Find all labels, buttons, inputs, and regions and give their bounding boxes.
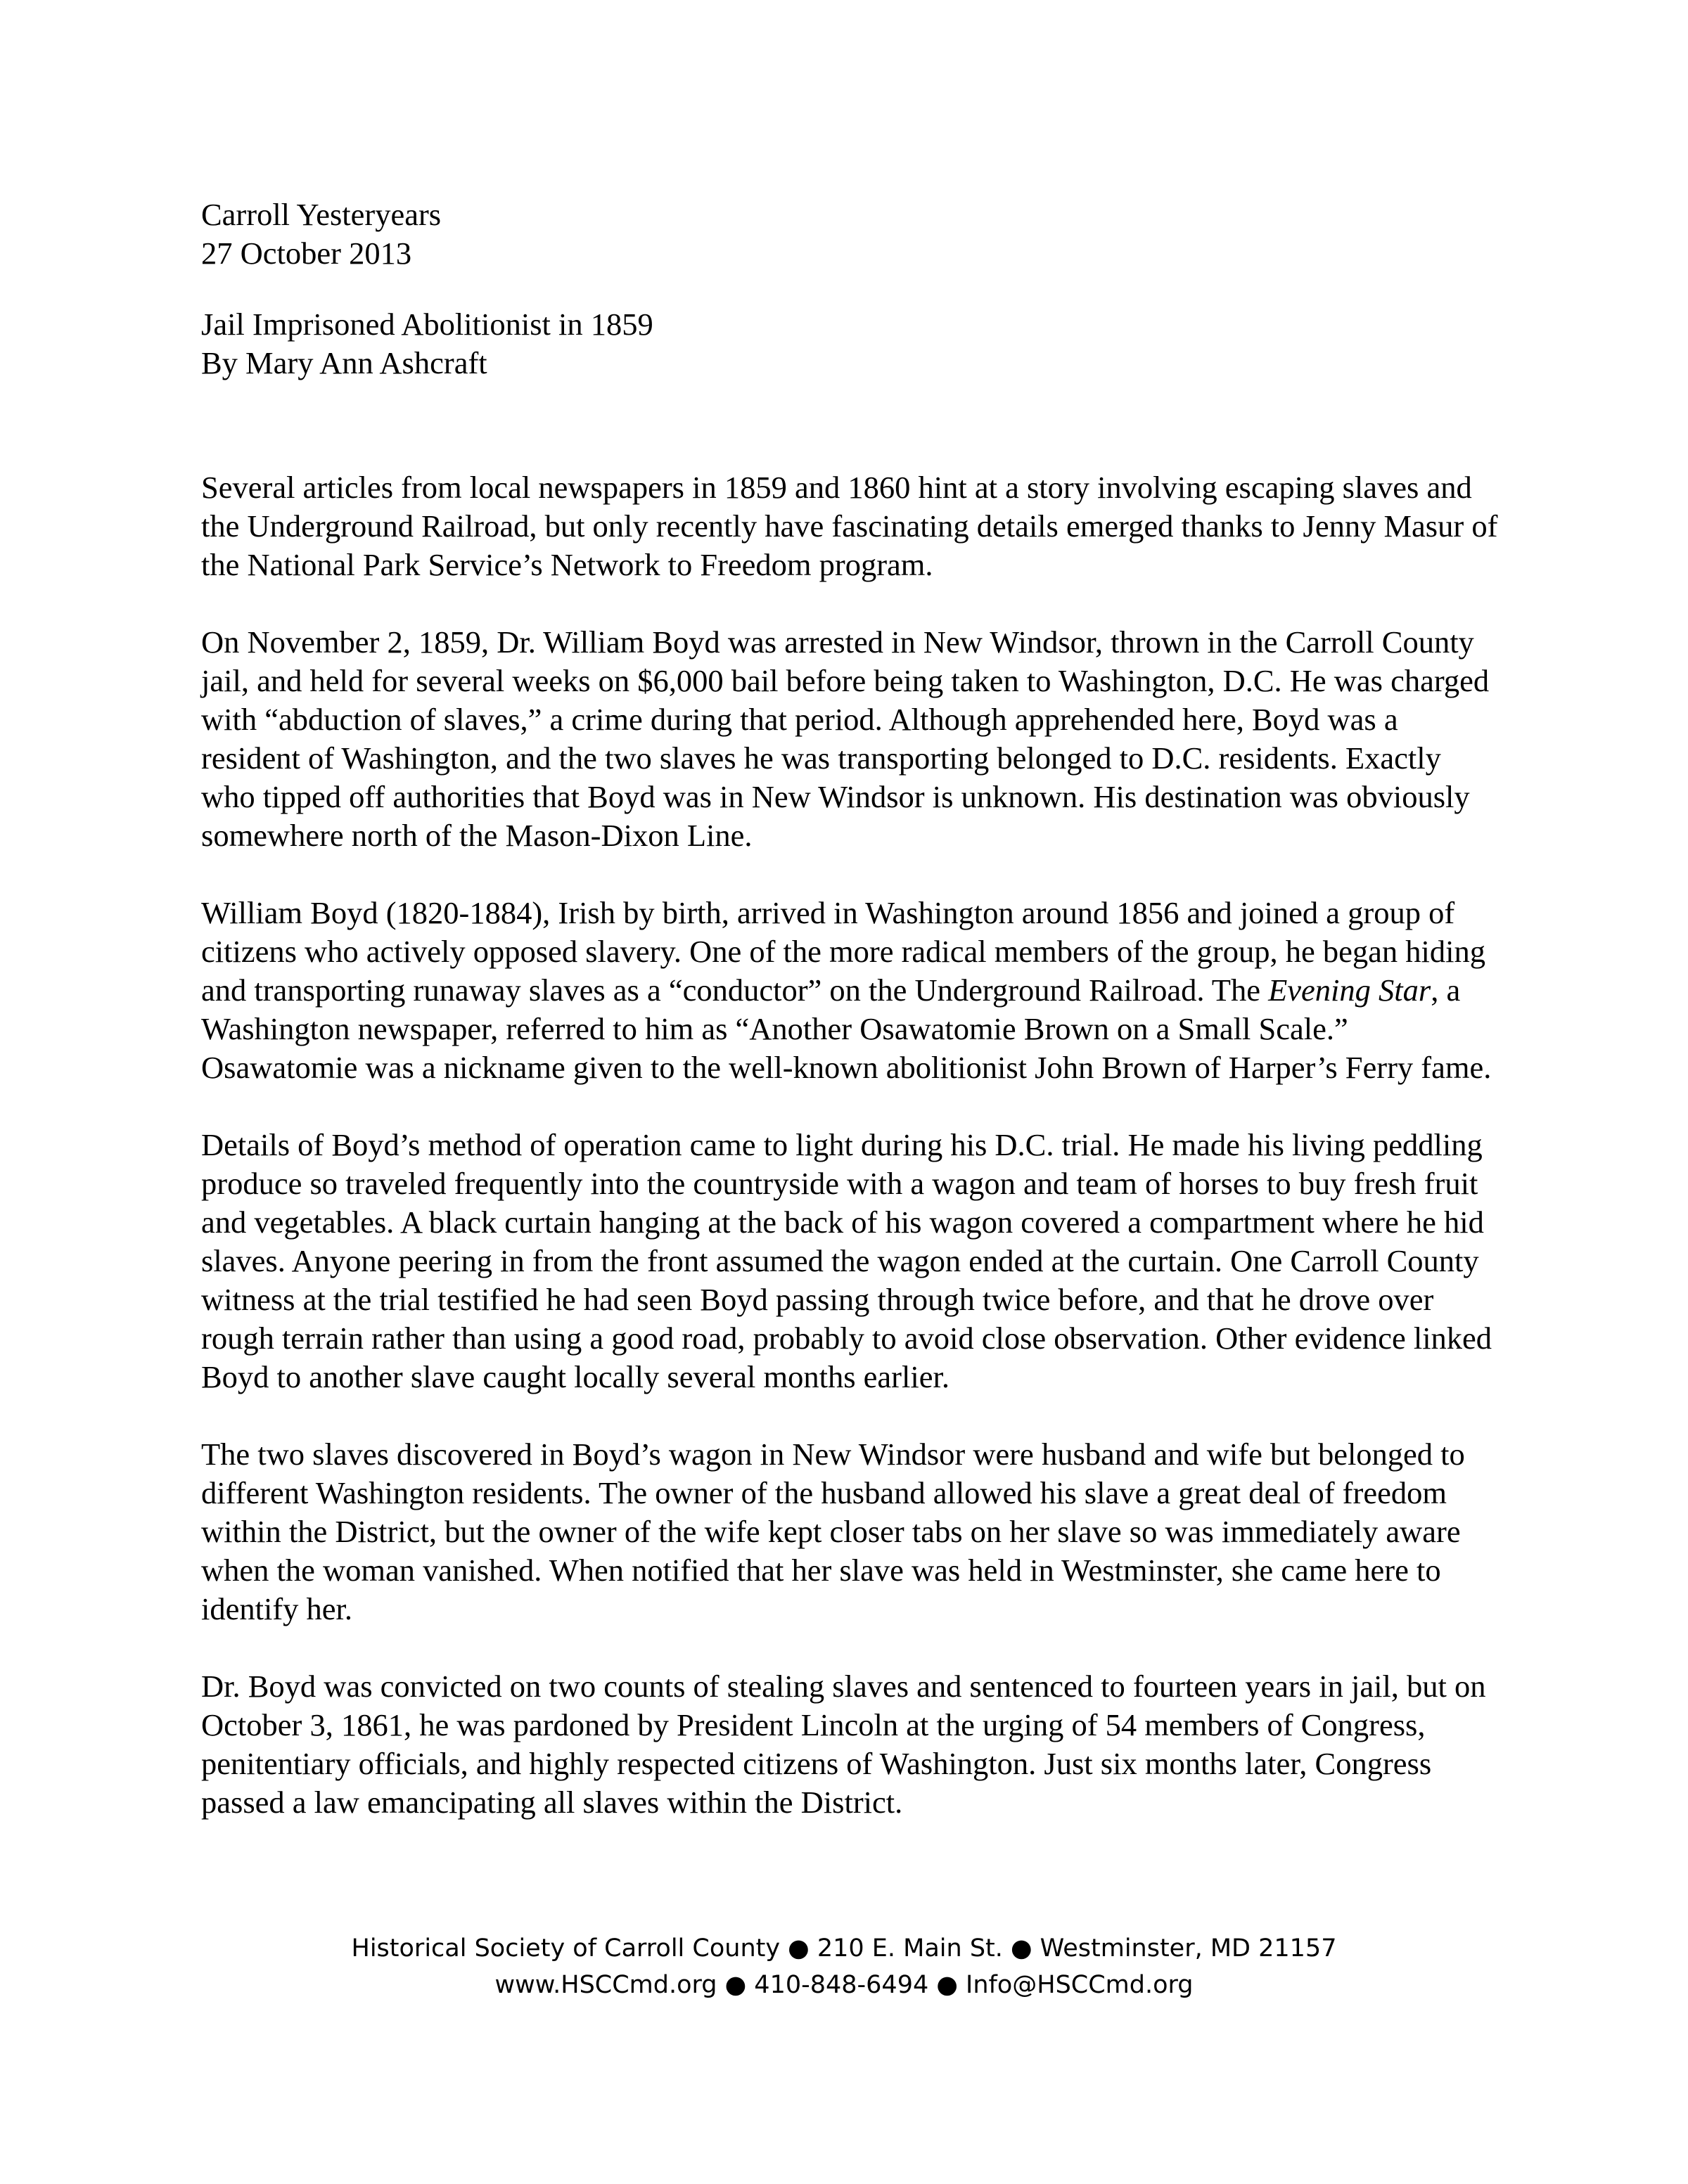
paragraph-3-part-1: William Boyd (1820-1884), Irish by birth, arrived in Washington around 1856 and joined a group of citizens who actively opposed slavery. One of the more radical members of the group, he began hiding and transporting runaway slaves as a “conductor” on the Underground Railroad. The	[201, 895, 1485, 1008]
byline: By Mary Ann Ashcraft	[201, 345, 487, 380]
paragraph-4: Details of Boyd’s method of operation came to light during his D.C. trial. He made his living peddling produce so traveled frequently into the countryside with a wagon and team of horses to buy fresh fruit and vegetables. A black curtain hanging at the back of his wagon covered a compartment where he hid slaves. Anyone peering in from the front assumed the wagon ended at the curtain. One Carroll County witness at the trial testified he had seen Boyd passing through twice before, and that he drove over rough terrain rather than using a good road, probably to avoid close observation. Other evidence linked Boyd to another slave caught locally several months earlier.	[201, 1127, 1492, 1394]
article-date: 27 October 2013	[201, 236, 412, 271]
paragraph-6: Dr. Boyd was convicted on two counts of stealing slaves and sentenced to fourteen years in jail, but on October 3, 1861, he was pardoned by President Lincoln at the urging of 54 members of Congress, penitentiary officials, and highly respected citizens of Washington. Just six months later, Congress passed a law emancipating all slaves within the District.	[201, 1669, 1486, 1820]
paragraph-1: Several articles from local newspapers in 1859 and 1860 hint at a story involving escaping slaves and the Underground Railroad, but only recently have fascinating details emerged thanks to Jenny Masur of the National Park Service’s Network to Freedom program.	[201, 470, 1498, 582]
paragraph-3	[201, 894, 1502, 1087]
paragraph-5: The two slaves discovered in Boyd’s wagon in New Windsor were husband and wife but belonged to different Washington residents. The owner of the husband allowed his slave a great deal of freedom within the District, but the owner of the wife kept closer tabs on her slave so was immediately aware when the woman vanished. When notified that her slave was held in Westminster, she came here to identify her.	[201, 1437, 1465, 1626]
article	[201, 195, 1502, 1822]
footer-contact: www.HSCCmd.org ● 410-848-6494 ● Info@HSCCmd.org	[494, 1971, 1194, 1999]
footer-address: Historical Society of Carroll County ● 210 E. Main St. ● Westminster, MD 21157	[351, 1934, 1337, 1963]
paragraph-3-part-2: , a Washington newspaper, referred to him as “Another Osawatomie Brown on a Small Scale.” Osawatomie was a nickname given to the well-known abolitionist John Brown of Harper’s Ferry fame.	[201, 972, 1492, 1085]
article-body	[201, 468, 1502, 1822]
article-title: Jail Imprisoned Abolitionist in 1859	[201, 307, 653, 342]
paragraph-2: On November 2, 1859, Dr. William Boyd was arrested in New Windsor, thrown in the Carroll County jail, and held for several weeks on $6,000 bail before being taken to Washington, D.C. He was charged with “abduction of slaves,” a crime during that period. Although apprehended here, Boyd was a resident of Washington, and the two slaves he was transporting belonged to D.C. residents. Exactly who tipped off authorities that Boyd was in New Windsor is unknown. His destination was obviously somewhere north of the Mason-Dixon Line.	[201, 624, 1490, 853]
column-name: Carroll Yesteryears	[201, 197, 442, 232]
page-footer	[0, 1930, 1688, 2003]
newspaper-name: Evening Star	[1268, 972, 1431, 1008]
